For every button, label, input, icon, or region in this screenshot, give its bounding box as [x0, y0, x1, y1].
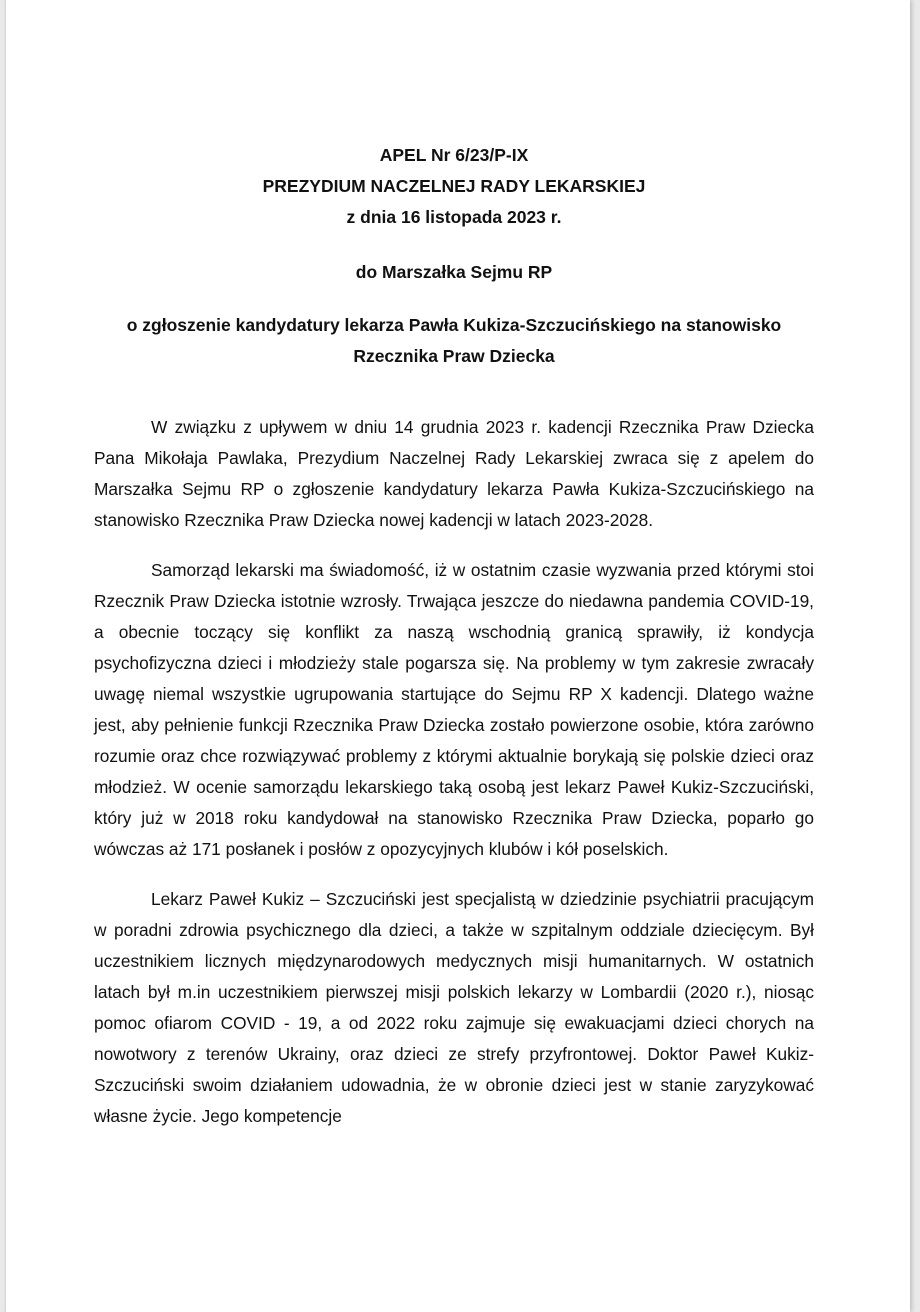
document-header	[94, 140, 814, 233]
document-content	[94, 140, 814, 1151]
subject: o zgłoszenie kandydatury lekarza Pawła Kukiza-Szczucińskiego na stanowisko Rzecznika Praw Dziecka	[126, 315, 782, 366]
resolution-number: APEL Nr 6/23/P-IX	[379, 145, 529, 165]
paragraph-1: W związku z upływem w dniu 14 grudnia 2023 r. kadencji Rzecznika Praw Dziecka Pana Mikołaja Pawlaka, Prezydium Naczelnej Rady Lekarskiej zwraca się z apelem do Marszałka Sejmu RP o zgłoszenie kandydatury lekarza Pawła Kukiza-Szczucińskiego na stanowisko Rzecznika Praw Dziecka nowej kadencji w latach 2023-2028.	[94, 417, 814, 530]
document-page	[6, 0, 910, 1312]
paragraph-3: Lekarz Paweł Kukiz – Szczuciński jest specjalistą w dziedzinie psychiatrii pracującym w poradni zdrowia psychicznego dla dzieci, a także w szpitalnym oddziale dziecięcym. Był uczestnikiem licznych międzynarodowych medycznych misji humanitarnych. W ostatnich latach był m.in uczestnikiem pierwszej misji polskich lekarzy w Lombardii (2020 r.), niosąc pomoc ofiarom COVID - 19, a od 2022 roku zajmuje się ewakuacjami dzieci chorych na nowotwory z terenów Ukrainy, oraz dzieci ze strefy przyfrontowej. Doktor Paweł Kukiz-Szczuciński swoim działaniem udowadnia, że w obronie dzieci jest w stanie zaryzykować własne życie. Jego kompetencje	[94, 889, 814, 1126]
paragraph-2: Samorząd lekarski ma świadomość, iż w ostatnim czasie wyzwania przed którymi stoi Rzecznik Praw Dziecka istotnie wzrosły. Trwająca jeszcze do niedawna pandemia COVID-19, a obecnie toczący się konflikt za naszą wschodnią granicą sprawiły, iż kondycja psychofizyczna dzieci i młodzieży stale pogarsza się. Na problemy w tym zakresie zwracały uwagę niemal wszystkie ugrupowania startujące do Sejmu RP X kadencji. Dlatego ważne jest, aby pełnienie funkcji Rzecznika Praw Dziecka zostało powierzone osobie, która zarówno rozumie oraz chce rozwiązywać problemy z którymi aktualnie borykają się polskie dzieci oraz młodzież. W ocenie samorządu lekarskiego taką osobą jest lekarz Paweł Kukiz-Szczuciński, który już w 2018 roku kandydował na stanowisko Rzecznika Praw Dziecka, poparło go wówczas aż 171 posłanek i posłów z opozycyjnych klubów i kół poselskich.	[94, 560, 814, 859]
issue-date: z dnia 16 listopada 2023 r.	[346, 207, 562, 227]
issuing-body: PREZYDIUM NACZELNEJ RADY LEKARSKIEJ	[262, 176, 646, 196]
addressee: do Marszałka Sejmu RP	[355, 262, 553, 282]
